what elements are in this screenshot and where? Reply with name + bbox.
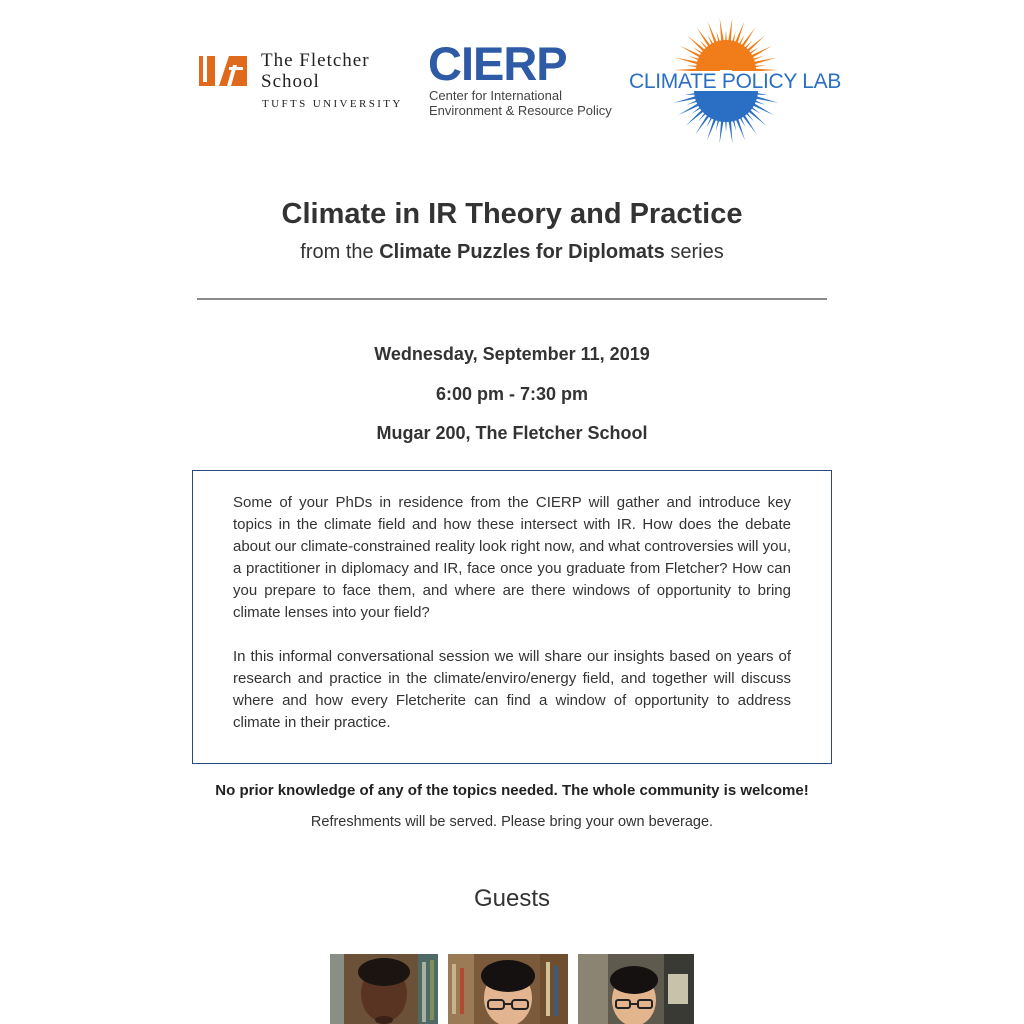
cierp-logo: [428, 37, 628, 122]
guest-photo-2: [448, 954, 568, 1024]
guests-heading: Guests: [473, 885, 551, 912]
divider: [197, 298, 827, 300]
event-title: Climate in IR Theory and Practice: [281, 198, 743, 230]
lfl-mark-icon: [199, 53, 247, 87]
fletcher-name-line2: School: [261, 71, 320, 92]
cierp-line-2: Environment & Resource Policy: [429, 103, 612, 118]
fletcher-name-line1: The Fletcher: [261, 50, 370, 71]
subtitle-prefix: from the: [300, 241, 374, 263]
fletcher-name: [261, 50, 370, 92]
cierp-line-1: Center for International: [429, 88, 562, 103]
climate-policy-lab-logo: [628, 18, 842, 144]
event-subtitle: [0, 241, 1024, 264]
description-paragraph-2: In this informal conversational session we will share our insights based on years of research and practice in the climate/enviro/energy field, and together will discuss where and how every Fletcherite can find a window of opportunity to address climate in their practice.: [233, 648, 791, 731]
refreshments-note: Refreshments will be served. Please bring your own beverage.: [310, 814, 714, 830]
climate-policy-lab-text: CLIMATE POLICY LAB: [629, 70, 842, 93]
description-paragraph-1: Some of your PhDs in residence from the CIERP will gather and introduce key topics in the climate field and how these intersect with IR. How does the debate about our climate-constrained reality look right now, and what controversies will you, a practitioner in diplomacy and IR, face once you graduate from Fletcher? How can you prepare to face them, and where are there windows of opportunity to bring climate lenses into your field?: [233, 494, 791, 621]
description-box: [192, 470, 832, 764]
guest-photo-3: [578, 954, 694, 1024]
guest-photo-1: [330, 954, 438, 1024]
event-location: Mugar 200, The Fletcher School: [376, 423, 648, 443]
welcome-note: No prior knowledge of any of the topics needed. The whole community is welcome!: [215, 782, 809, 799]
fletcher-school-logo: [199, 50, 409, 116]
event-date: Wednesday, September 11, 2019: [374, 344, 650, 364]
event-time: 6:00 pm - 7:30 pm: [435, 384, 589, 404]
logo-bar: [0, 0, 1024, 160]
fletcher-subtitle: TUFTS UNIVERSITY: [262, 98, 403, 110]
subtitle-suffix: series: [670, 241, 724, 263]
cierp-title: CIERP: [428, 37, 567, 90]
series-name: Climate Puzzles for Diplomats: [379, 241, 665, 263]
